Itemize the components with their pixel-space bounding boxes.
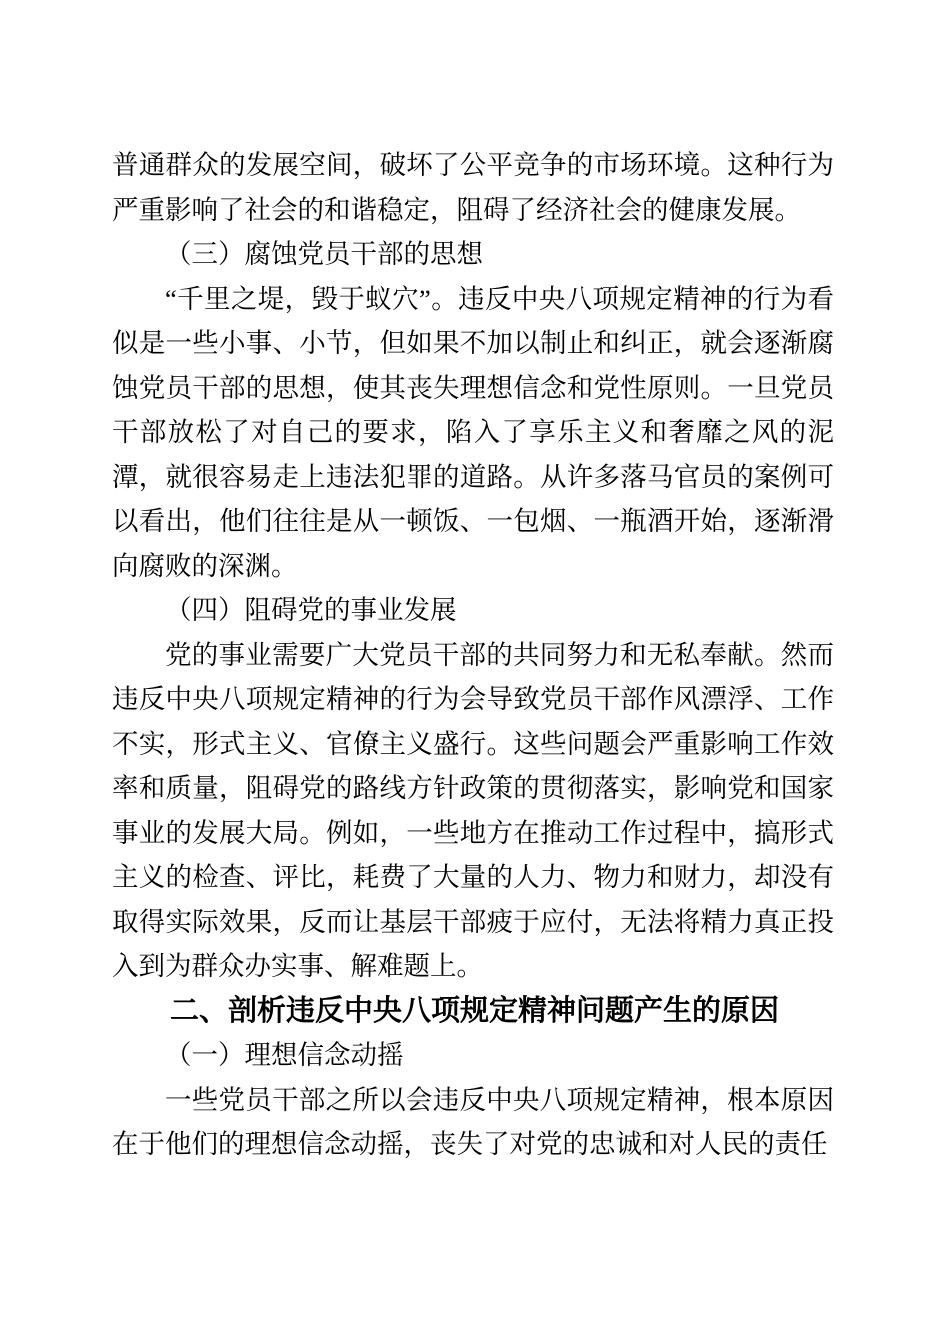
document-body [112, 143, 834, 1167]
paragraph: 党的事业需要广大党员干部的共同努力和无私奉献。然而违反中央八项规定精神的行为会导致党员干部作风漂浮、工作不实，形式主义、官僚主义盛行。这些问题会严重影响工作效率和质量，阻碍党的路线方针政策的贯彻落实，影响党和国家事业的发展大局。例如，一些地方在推动工作过程中，搞形式主义的检查、评比，耗费了大量的人力、物力和财力，却没有取得实际效果，反而让基层干部疲于应付，无法将精力真正投入到为群众办实事、解难题上。 [112, 639, 834, 981]
section-heading: 二、剖析违反中央八项规定精神问题产生的原因 [170, 994, 780, 1027]
subsection-heading: （四）阻碍党的事业发展 [165, 595, 457, 625]
subsection-heading: （三）腐蚀党员干部的思想 [165, 239, 483, 269]
paragraph: 普通群众的发展空间，破坏了公平竞争的市场环境。这种行为严重影响了社会的和谐稳定，阻碍了经济社会的健康发展。 [112, 150, 834, 225]
subsection-heading: （一）理想信念动摇 [165, 1040, 404, 1070]
paragraph: “千里之堤，毁于蚁穴”。违反中央八项规定精神的行为看似是一些小事、小节，但如果不加以制止和纠正，就会逐渐腐蚀党员干部的思想，使其丧失理想信念和党性原则。一旦党员干部放松了对自己的要求，陷入了享乐主义和奢靡之风的泥潭，就很容易走上违法犯罪的道路。从许多落马官员的案例可以看出，他们往往是从一顿饭、一包烟、一瓶酒开始，逐渐滑向腐败的深渊。 [112, 283, 834, 581]
paragraph: 一些党员干部之所以会违反中央八项规定精神，根本原因在于他们的理想信念动摇，丧失了对党的忠诚和对人民的责任 [112, 1084, 834, 1159]
